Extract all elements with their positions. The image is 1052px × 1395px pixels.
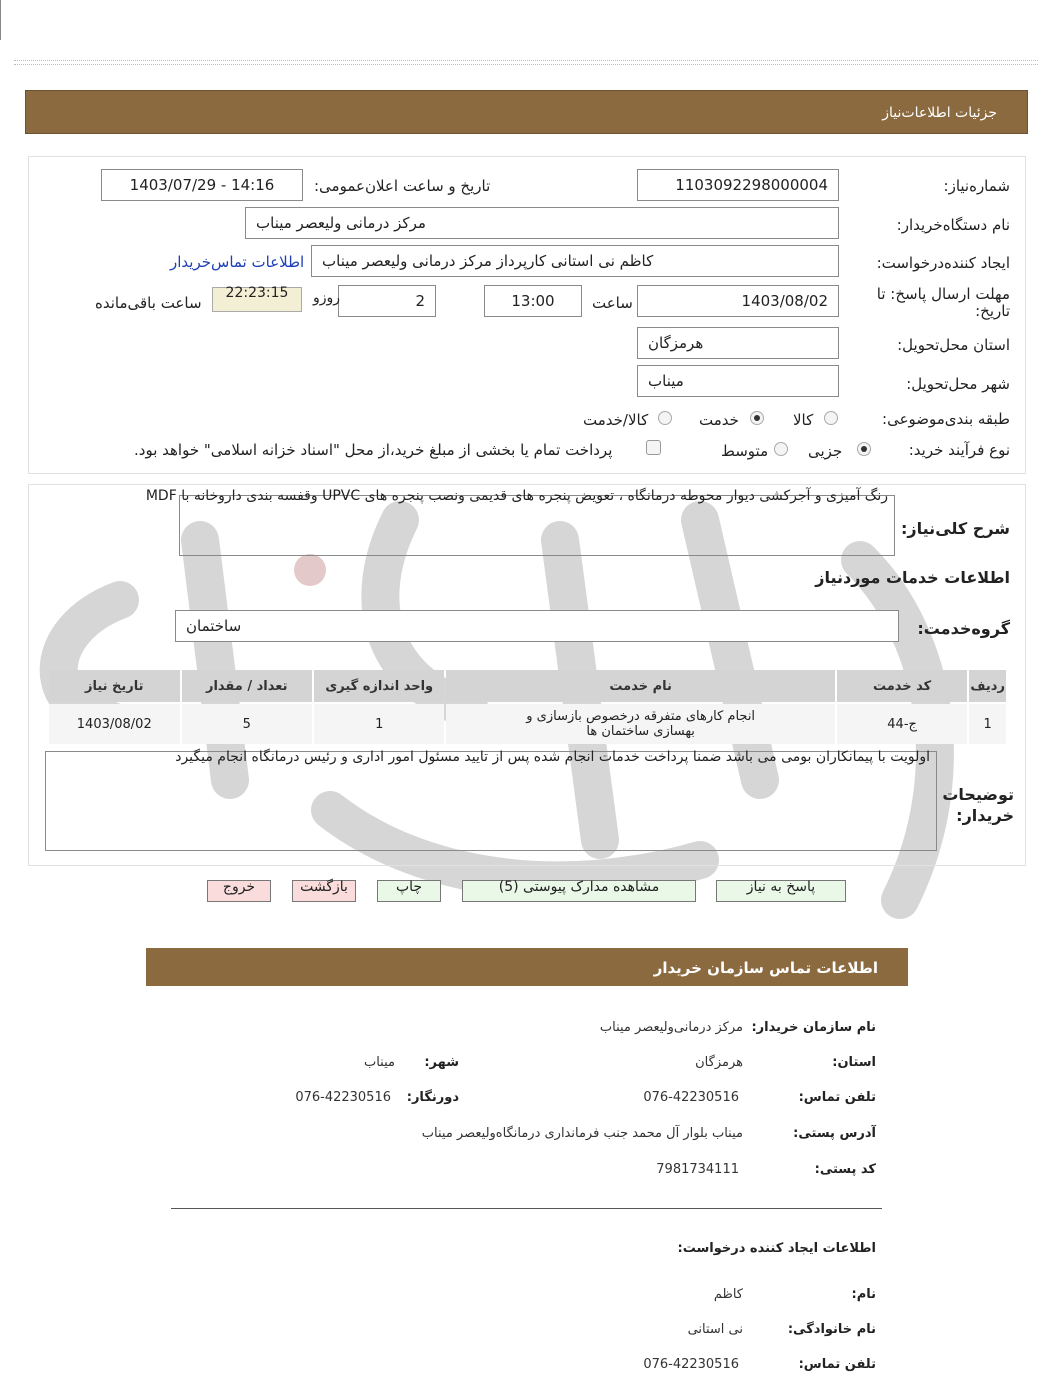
deadline-hour-label: ساعت — [592, 294, 633, 312]
process-option-minor: جزیی — [808, 442, 843, 460]
treasury-payment-note: پرداخت تمام یا بخشی از مبلغ خرید،از محل "اسناد خزانه اسلامی" خواهد بود. — [134, 441, 613, 459]
creator-phone-value: 076-42230516 — [643, 1357, 739, 1372]
announce-date-field: 1403/07/29 - 14:16 — [101, 169, 303, 201]
row-unit: 1 — [314, 704, 444, 744]
treasury-payment-checkbox[interactable] — [646, 440, 661, 455]
col-unit: واحد اندازه گیری — [314, 670, 444, 702]
remaining-time-label: ساعت باقی‌مانده — [95, 294, 202, 312]
creator-first-name-label: نام: — [851, 1287, 876, 1302]
process-label: نوع فرآیند خرید: — [908, 441, 1010, 459]
contact-header — [146, 948, 908, 986]
description-text: رنگ آمیزی و آجرکشی دیوار محوطه درمانگاه ، تعویض پنجره های قدیمی ونصب پنجره های UPVC وقفسه بندی داروخانه با MDF — [145, 488, 888, 504]
buyer-notes-field — [45, 751, 937, 851]
province-label: استان محل‌تحویل: — [897, 336, 1010, 354]
deadline-label: مهلت ارسال پاسخ: تا تاریخ: — [876, 285, 1010, 320]
contact-org-value: مرکز درمانی‌ولیعصر میناب — [599, 1020, 743, 1035]
category-option-goods: کالا — [793, 411, 814, 429]
col-qty: تعداد / مقدار — [182, 670, 312, 702]
buyer-notes-text: اولویت با پیمانکاران بومی می باشد ضمنا پرداخت خدمات انجام شده پس از تایید مسئول امور اداری و رئیس درمانگاه انجام میگیرد — [175, 749, 930, 765]
col-name: نام خدمت — [446, 670, 834, 702]
row-qty: 5 — [182, 704, 312, 744]
city-field: میناب — [637, 365, 839, 397]
creator-phone-label: تلفن تماس: — [798, 1357, 876, 1372]
top-divider-2 — [14, 64, 1038, 65]
days-label: روزو — [313, 290, 341, 306]
contact-city-value: میناب — [363, 1055, 395, 1070]
contact-phone-value: 076-42230516 — [643, 1090, 739, 1105]
category-radio-goods-service[interactable] — [658, 411, 672, 425]
remaining-time-field: 22:23:15 — [212, 287, 302, 312]
col-code: کد خدمت — [837, 670, 967, 702]
reply-button[interactable]: پاسخ به نیاز — [716, 880, 846, 902]
province-field: هرمزگان — [637, 327, 839, 359]
exit-button[interactable]: خروج — [207, 880, 271, 902]
contact-fax-value: 076-42230516 — [295, 1090, 391, 1105]
services-section-title: اطلاعات خدمات موردنیاز — [815, 568, 1010, 587]
creator-label: ایجاد کننده‌درخواست: — [876, 254, 1010, 272]
contact-city-label: شهر: — [424, 1055, 459, 1070]
col-date: تاریخ نیاز — [49, 670, 180, 702]
contact-divider — [171, 1208, 882, 1209]
services-table-header — [49, 670, 1006, 702]
creator-last-name-value: نی استانی — [687, 1322, 743, 1337]
row-number: 1 — [969, 704, 1006, 744]
contact-fax-label: دورنگار: — [406, 1090, 459, 1105]
contact-postal-value: 7981734111 — [656, 1162, 739, 1177]
contact-header-title: اطلاعات تماس سازمان خریدار — [653, 959, 878, 977]
print-button[interactable]: چاپ — [377, 880, 441, 902]
row-code: ج-44 — [837, 704, 967, 744]
row-date: 1403/08/02 — [49, 704, 180, 744]
service-group-label: گروه‌خدمت: — [917, 619, 1010, 638]
process-radio-minor[interactable] — [857, 442, 871, 456]
table-row — [49, 704, 1006, 744]
contact-postal-label: کد پستی: — [814, 1162, 876, 1177]
buyer-contact-link[interactable]: اطلاعات تماس‌خریدار — [170, 253, 305, 271]
details-header — [25, 90, 1028, 134]
deadline-hour-field: 13:00 — [484, 285, 582, 317]
category-option-goods-service: کالا/خدمت — [583, 411, 649, 429]
contact-org-label: نام سازمان خریدار: — [751, 1020, 876, 1035]
creator-first-name-value: کاظم — [713, 1287, 743, 1302]
creator-field: کاظم نی استانی کارپرداز مرکز درمانی ولیعصر میناب — [311, 245, 839, 277]
top-divider — [14, 60, 1038, 61]
contact-phone-label: تلفن تماس: — [798, 1090, 876, 1105]
need-number-field: 1103092298000004 — [637, 169, 839, 201]
deadline-date-field: 1403/08/02 — [637, 285, 839, 317]
description-label: شرح کلی‌نیاز: — [901, 519, 1010, 538]
row-name-text: انجام کارهای متفرقه درخصوص بازسازی و بهسازی ساختمان ها — [526, 709, 756, 739]
creator-last-name-label: نام خانوادگی: — [787, 1322, 876, 1337]
category-radio-service[interactable] — [750, 411, 764, 425]
service-group-field: ساختمان — [175, 610, 899, 642]
category-option-service: خدمت — [699, 411, 739, 429]
process-radio-medium[interactable] — [774, 442, 788, 456]
category-label: طبقه بندی‌موضوعی: — [882, 410, 1010, 428]
contact-province-label: استان: — [832, 1055, 876, 1070]
left-edge-line — [0, 0, 1, 40]
need-number-label: شماره‌نیاز: — [943, 177, 1010, 195]
col-row: ردیف — [969, 670, 1006, 702]
contact-address-label: آدرس پستی: — [793, 1126, 876, 1141]
attachments-button[interactable]: مشاهده مدارک پیوستی (5) — [462, 880, 696, 902]
buyer-org-label: نام دستگاه‌خریدار: — [896, 216, 1010, 234]
announce-date-label: تاریخ و ساعت اعلان‌عمومی: — [314, 177, 491, 195]
description-field — [145, 488, 895, 556]
details-header-title: جزئیات اطلاعات‌نیاز — [882, 105, 997, 121]
contact-province-value: هرمزگان — [695, 1055, 743, 1070]
back-button[interactable]: بازگشت — [292, 880, 356, 902]
process-option-medium: متوسط — [721, 442, 769, 460]
city-label: شهر محل‌تحویل: — [906, 375, 1010, 393]
category-radio-goods[interactable] — [824, 411, 838, 425]
creator-info-title: اطلاعات ایجاد کننده درخواست: — [677, 1241, 876, 1256]
days-field: 2 — [338, 285, 436, 317]
buyer-org-field: مرکز درمانی ولیعصر میناب — [245, 207, 839, 239]
buyer-notes-label: توضیحات خریدار: — [942, 785, 1014, 825]
services-table — [47, 668, 1008, 746]
contact-address-value: میناب بلوار آل محمد جنب فرمانداری درمانگاه‌ولیعصر میناب — [421, 1126, 743, 1141]
row-name — [446, 704, 834, 744]
